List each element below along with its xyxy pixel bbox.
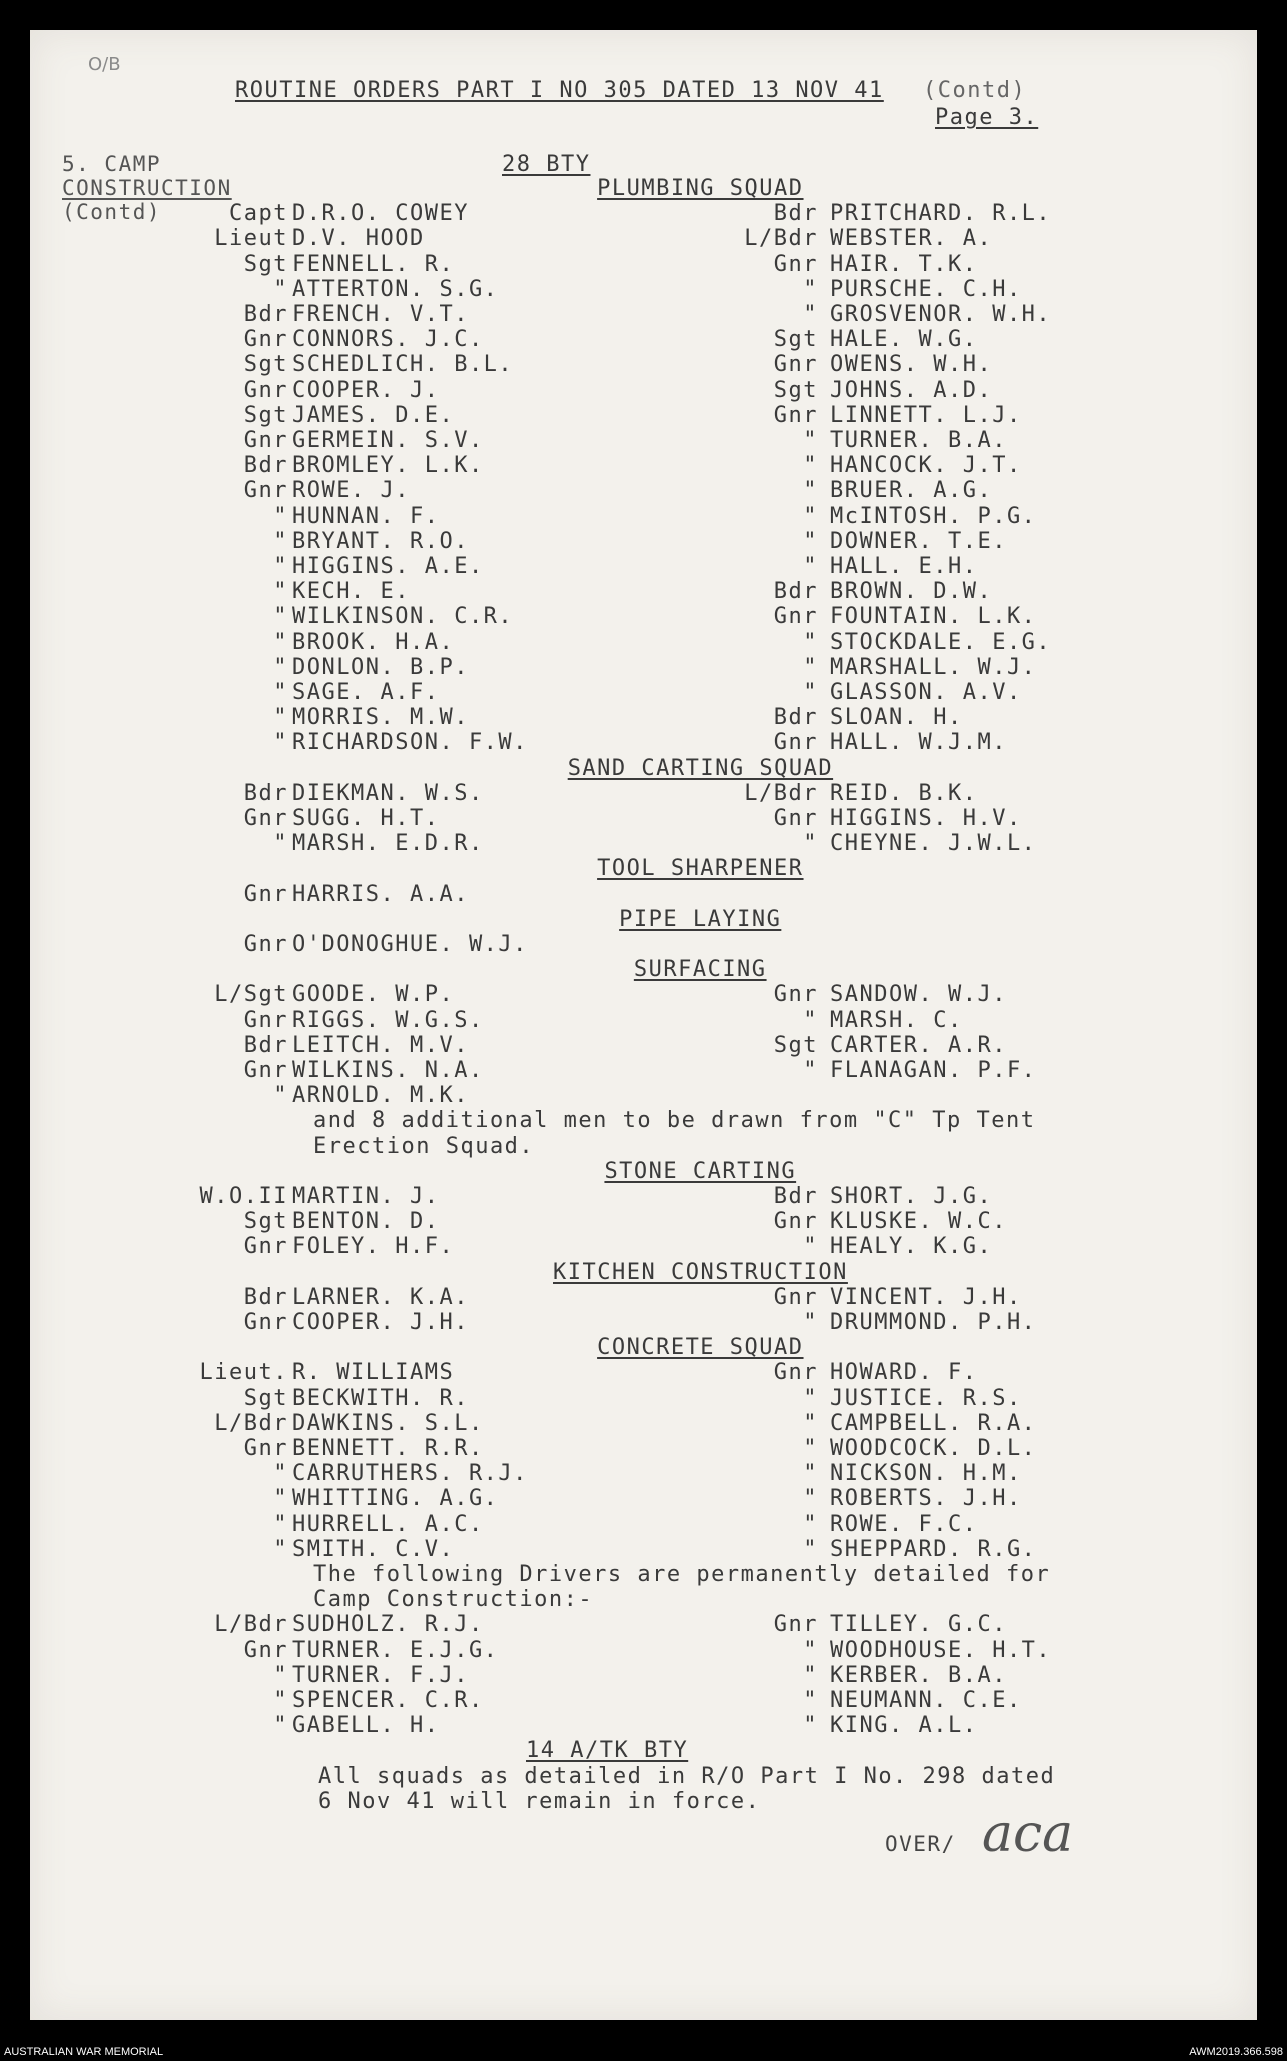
roster-name: SANDOW. W.J. [830, 982, 1007, 1008]
roster-rank: " [803, 1385, 818, 1411]
roster-rank: Bdr [243, 453, 288, 479]
roster-name: CARRUTHERS. R.J. [292, 1461, 528, 1487]
roster-name: HIGGINS. A.E. [292, 554, 484, 579]
roster-name: WEBSTER. A. [830, 226, 993, 252]
roster-rank: " [273, 831, 288, 857]
roster-rank: " [803, 302, 818, 327]
roster-name: BROMLEY. L.K. [292, 453, 484, 479]
roster-rank: L/Bdr [214, 1612, 288, 1638]
roster-rank: Gnr [773, 730, 818, 756]
roster-rank: " [273, 276, 288, 302]
roster-rank: Gnr [243, 932, 288, 957]
roster-rank: " [273, 730, 288, 756]
roster-name: LINNETT. L.J. [830, 402, 1022, 428]
roster-name: GLASSON. A.V. [830, 680, 1022, 705]
roster-rank: Gnr [243, 1310, 288, 1335]
section-title: SAND CARTING SQUAD [567, 755, 834, 781]
roster-name: BROOK. H.A. [292, 629, 455, 655]
roster-rank: W.O.II [199, 1184, 288, 1209]
roster-rank: Bdr [773, 579, 818, 605]
roster-name: SCHEDLICH. B.L. [292, 352, 514, 378]
roster-rank: " [273, 554, 288, 579]
roster-rank: L/Bdr [744, 226, 818, 252]
roster-name: JOHNS. A.D. [830, 377, 993, 403]
roster-rank: " [803, 680, 818, 705]
roster-name: VINCENT. J.H. [830, 1284, 1022, 1310]
roster-rank: " [273, 604, 288, 630]
roster-rank: " [803, 1310, 818, 1335]
roster-rank: " [273, 1688, 288, 1713]
roster-rank: Lieut. [199, 1360, 288, 1386]
roster-name: DRUMMOND. P.H. [830, 1310, 1037, 1335]
roster-name: O'DONOGHUE. W.J. [292, 932, 528, 957]
roster-name: SPENCER. C.R. [292, 1688, 484, 1713]
roster-name: MARTIN. J. [292, 1184, 440, 1209]
roster-rank: Sgt [243, 1209, 288, 1235]
roster-name: SLOAN. H. [830, 705, 963, 731]
roster-rank: Gnr [773, 982, 818, 1008]
roster-name: BENNETT. R.R. [292, 1436, 484, 1461]
roster-rank: Gnr [243, 1637, 288, 1663]
roster-rank: " [803, 1536, 818, 1562]
roster-name: ARNOLD. M.K. [292, 1083, 469, 1109]
roster-rank: L/Sgt [214, 982, 288, 1008]
roster-name: D.V. HOOD [292, 226, 425, 252]
roster-rank: " [803, 554, 818, 579]
roster-rank: " [273, 1461, 288, 1487]
roster-name: TURNER. E.J.G. [292, 1637, 499, 1663]
battery2-text: 6 Nov 41 will remain in force. [318, 1788, 761, 1814]
roster-name: COOPER. J.H. [292, 1310, 469, 1335]
page-number: Page 3. [935, 105, 1039, 130]
roster-name: FENNELL. R. [292, 251, 455, 277]
order-header: ROUTINE ORDERS PART I NO 305 DATED 13 NOV 41 [235, 78, 884, 103]
roster-name: FLANAGAN. P.F. [830, 1058, 1037, 1083]
roster-name: RIGGS. W.G.S. [292, 1007, 484, 1033]
roster-rank: " [803, 528, 818, 554]
roster-rank: Sgt [243, 1385, 288, 1411]
roster-name: BRUER. A.G. [830, 478, 993, 504]
roster-name: PURSCHE. C.H. [830, 276, 1022, 302]
roster-name: WILKINS. N.A. [292, 1058, 484, 1083]
roster-rank: " [273, 654, 288, 680]
roster-name: NICKSON. H.M. [830, 1461, 1022, 1487]
roster-name: DOWNER. T.E. [830, 528, 1007, 554]
roster-name: D.R.O. COWEY [292, 201, 469, 227]
roster-rank: Gnr [773, 352, 818, 378]
roster-name: RICHARDSON. F.W. [292, 730, 528, 756]
roster-rank: Bdr [243, 1284, 288, 1310]
roster-name: DAWKINS. S.L. [292, 1410, 484, 1436]
roster-rank: Bdr [243, 780, 288, 806]
roster-name: HALE. W.G. [830, 327, 978, 353]
roster-name: MARSH. C. [830, 1007, 963, 1033]
footer-institution: AUSTRALIAN WAR MEMORIAL [4, 2046, 164, 2058]
roster-name: COOPER. J. [292, 377, 440, 403]
side-heading-line: CONSTRUCTION [62, 176, 232, 200]
roster-name: WOODCOCK. D.L. [830, 1436, 1037, 1461]
roster-rank: Gnr [773, 1612, 818, 1638]
roster-name: KECH. E. [292, 579, 410, 605]
roster-name: FOLEY. H.F. [292, 1234, 455, 1260]
section-title: KITCHEN CONSTRUCTION [553, 1259, 848, 1285]
roster-rank: " [273, 680, 288, 705]
roster-rank: Sgt [243, 402, 288, 428]
roster-name: BROWN. D.W. [830, 579, 993, 605]
roster-rank: L/Bdr [744, 780, 818, 806]
roster-name: SUDHOLZ. R.J. [292, 1612, 484, 1638]
roster-rank: " [273, 503, 288, 529]
section-note: The following Drivers are permanently detailed for [313, 1562, 1051, 1587]
roster-name: McINTOSH. P.G. [830, 503, 1037, 529]
roster-name: MARSH. E.D.R. [292, 831, 484, 857]
file-reference-note: O/B [88, 54, 121, 75]
roster-name: TILLEY. G.C. [830, 1612, 1007, 1638]
document-page [30, 30, 1257, 2020]
section-note: Erection Squad. [313, 1133, 535, 1159]
roster-rank: " [803, 629, 818, 655]
roster-rank: " [273, 1083, 288, 1109]
handwritten-signature: aca [982, 1804, 1074, 1864]
roster-rank: " [803, 1461, 818, 1487]
roster-name: HANCOCK. J.T. [830, 453, 1022, 479]
roster-rank: Gnr [773, 402, 818, 428]
footer-accession-number: AWM2019.366.598 [1189, 2046, 1283, 2058]
roster-rank: Gnr [243, 806, 288, 831]
roster-rank: Gnr [773, 1284, 818, 1310]
roster-name: HIGGINS. H.V. [830, 806, 1022, 831]
roster-name: MARSHALL. W.J. [830, 654, 1037, 680]
roster-name: GOODE. W.P. [292, 982, 455, 1008]
roster-rank: " [803, 503, 818, 529]
section-title: STONE CARTING [604, 1158, 797, 1184]
roster-rank: Gnr [243, 377, 288, 403]
roster-name: FOUNTAIN. L.K. [830, 604, 1037, 630]
roster-rank: " [803, 1688, 818, 1713]
roster-rank: Capt [229, 201, 288, 227]
roster-rank: Sgt [243, 352, 288, 378]
roster-rank: Gnr [243, 1007, 288, 1033]
roster-rank: Bdr [243, 1032, 288, 1058]
roster-name: CAMPBELL. R.A. [830, 1410, 1037, 1436]
roster-rank: Bdr [773, 705, 818, 731]
roster-rank: " [273, 705, 288, 731]
roster-name: WHITTING. A.G. [292, 1486, 499, 1512]
section-title: CONCRETE SQUAD [597, 1335, 804, 1361]
roster-name: R. WILLIAMS [292, 1360, 455, 1386]
roster-rank: Bdr [773, 201, 818, 227]
roster-rank: " [803, 276, 818, 302]
roster-name: SHORT. J.G. [830, 1184, 993, 1209]
roster-name: BENTON. D. [292, 1209, 440, 1235]
roster-rank: " [803, 1713, 818, 1739]
side-heading-line: 5. CAMP [62, 152, 162, 176]
roster-rank: " [803, 478, 818, 504]
side-heading-line: (Contd) [62, 200, 162, 224]
roster-rank: Sgt [773, 377, 818, 403]
roster-name: DIEKMAN. W.S. [292, 780, 484, 806]
roster-name: HAIR. T.K. [830, 251, 978, 277]
roster-rank: " [803, 1234, 818, 1260]
roster-rank: " [803, 1637, 818, 1663]
roster-rank: Gnr [243, 881, 288, 907]
section-title: PLUMBING SQUAD [597, 176, 804, 201]
roster-name: WILKINSON. C.R. [292, 604, 514, 630]
roster-name: SAGE. A.F. [292, 680, 440, 705]
roster-name: GERMEIN. S.V. [292, 428, 484, 453]
roster-rank: " [273, 1511, 288, 1537]
roster-rank: " [273, 629, 288, 655]
roster-name: WOODHOUSE. H.T. [830, 1637, 1052, 1663]
section-title: TOOL SHARPENER [597, 856, 804, 882]
roster-name: REID. B.K. [830, 780, 978, 806]
roster-name: ROWE. J. [292, 478, 410, 504]
roster-rank: " [273, 1486, 288, 1512]
roster-rank: Gnr [773, 1209, 818, 1235]
roster-rank: " [803, 1436, 818, 1461]
roster-name: HOWARD. F. [830, 1360, 978, 1386]
roster-rank: L/Bdr [214, 1410, 288, 1436]
roster-name: HUNNAN. F. [292, 503, 440, 529]
roster-name: NEUMANN. C.E. [830, 1688, 1022, 1713]
battery2-title: 14 A/TK BTY [526, 1738, 689, 1764]
battery-title: 28 BTY [502, 152, 591, 177]
roster-name: TURNER. F.J. [292, 1662, 469, 1688]
roster-rank: Gnr [243, 428, 288, 453]
roster-rank: Bdr [243, 302, 288, 327]
roster-name: CONNORS. J.C. [292, 327, 484, 353]
section-title: PIPE LAYING [619, 906, 782, 932]
roster-rank: " [803, 1511, 818, 1537]
section-note: and 8 additional men to be drawn from "C" Tp Tent [313, 1108, 1036, 1134]
roster-name: HALL. W.J.M. [830, 730, 1007, 756]
roster-name: KLUSKE. W.C. [830, 1209, 1007, 1235]
roster-name: KING. A.L. [830, 1713, 978, 1739]
roster-name: GROSVENOR. W.H. [830, 302, 1052, 327]
roster-rank: " [803, 1007, 818, 1033]
roster-rank: Sgt [243, 251, 288, 277]
roster-rank: " [803, 654, 818, 680]
roster-name: JAMES. D.E. [292, 402, 455, 428]
roster-name: CARTER. A.R. [830, 1032, 1007, 1058]
roster-rank: Gnr [243, 1058, 288, 1083]
roster-rank: " [273, 1713, 288, 1739]
roster-name: ROWE. F.C. [830, 1511, 978, 1537]
roster-rank: Sgt [773, 1032, 818, 1058]
roster-rank: Gnr [773, 251, 818, 277]
roster-rank: Bdr [773, 1184, 818, 1209]
roster-rank: Lieut [214, 226, 288, 252]
roster-name: SMITH. C.V. [292, 1536, 455, 1562]
section-title: SURFACING [633, 957, 767, 983]
roster-name: HARRIS. A.A. [292, 881, 469, 907]
roster-rank: " [273, 528, 288, 554]
roster-rank: Gnr [773, 604, 818, 630]
roster-name: OWENS. W.H. [830, 352, 993, 378]
roster-rank: " [273, 1662, 288, 1688]
roster-rank: " [803, 1662, 818, 1688]
roster-name: BRYANT. R.O. [292, 528, 469, 554]
roster-rank: " [803, 1486, 818, 1512]
roster-name: HALL. E.H. [830, 554, 978, 579]
roster-name: JUSTICE. R.S. [830, 1385, 1022, 1411]
roster-name: KERBER. B.A. [830, 1662, 1007, 1688]
roster-name: SHEPPARD. R.G. [830, 1536, 1037, 1562]
roster-name: STOCKDALE. E.G. [830, 629, 1052, 655]
roster-rank: " [803, 1410, 818, 1436]
roster-name: CHEYNE. J.W.L. [830, 831, 1037, 857]
section-note: Camp Construction:- [313, 1587, 594, 1613]
roster-name: GABELL. H. [292, 1713, 440, 1739]
roster-name: LEITCH. M.V. [292, 1032, 469, 1058]
roster-rank: Gnr [773, 1360, 818, 1386]
roster-rank: " [803, 428, 818, 453]
roster-name: DONLON. B.P. [292, 654, 469, 680]
roster-name: SUGG. H.T. [292, 806, 440, 831]
roster-name: ROBERTS. J.H. [830, 1486, 1022, 1512]
roster-rank: " [273, 579, 288, 605]
roster-name: LARNER. K.A. [292, 1284, 469, 1310]
roster-rank: Gnr [243, 327, 288, 353]
roster-rank: " [803, 453, 818, 479]
roster-rank: " [803, 1058, 818, 1083]
roster-rank: " [273, 1536, 288, 1562]
roster-rank: Gnr [243, 1234, 288, 1260]
roster-name: HURRELL. A.C. [292, 1511, 484, 1537]
roster-name: HEALY. K.G. [830, 1234, 993, 1260]
over-note: OVER/ [885, 1832, 956, 1856]
roster-rank: Gnr [243, 478, 288, 504]
roster-rank: Gnr [243, 1436, 288, 1461]
roster-name: TURNER. B.A. [830, 428, 1007, 453]
roster-rank: Gnr [773, 806, 818, 831]
roster-rank: Sgt [773, 327, 818, 353]
order-header-contd: (Contd) [923, 78, 1027, 103]
battery2-text: All squads as detailed in R/O Part I No. 298 dated [318, 1763, 1056, 1789]
roster-name: ATTERTON. S.G. [292, 276, 499, 302]
roster-name: MORRIS. M.W. [292, 705, 469, 731]
roster-name: FRENCH. V.T. [292, 302, 469, 327]
roster-name: PRITCHARD. R.L. [830, 201, 1052, 227]
roster-rank: " [803, 831, 818, 857]
roster-name: BECKWITH. R. [292, 1385, 469, 1411]
